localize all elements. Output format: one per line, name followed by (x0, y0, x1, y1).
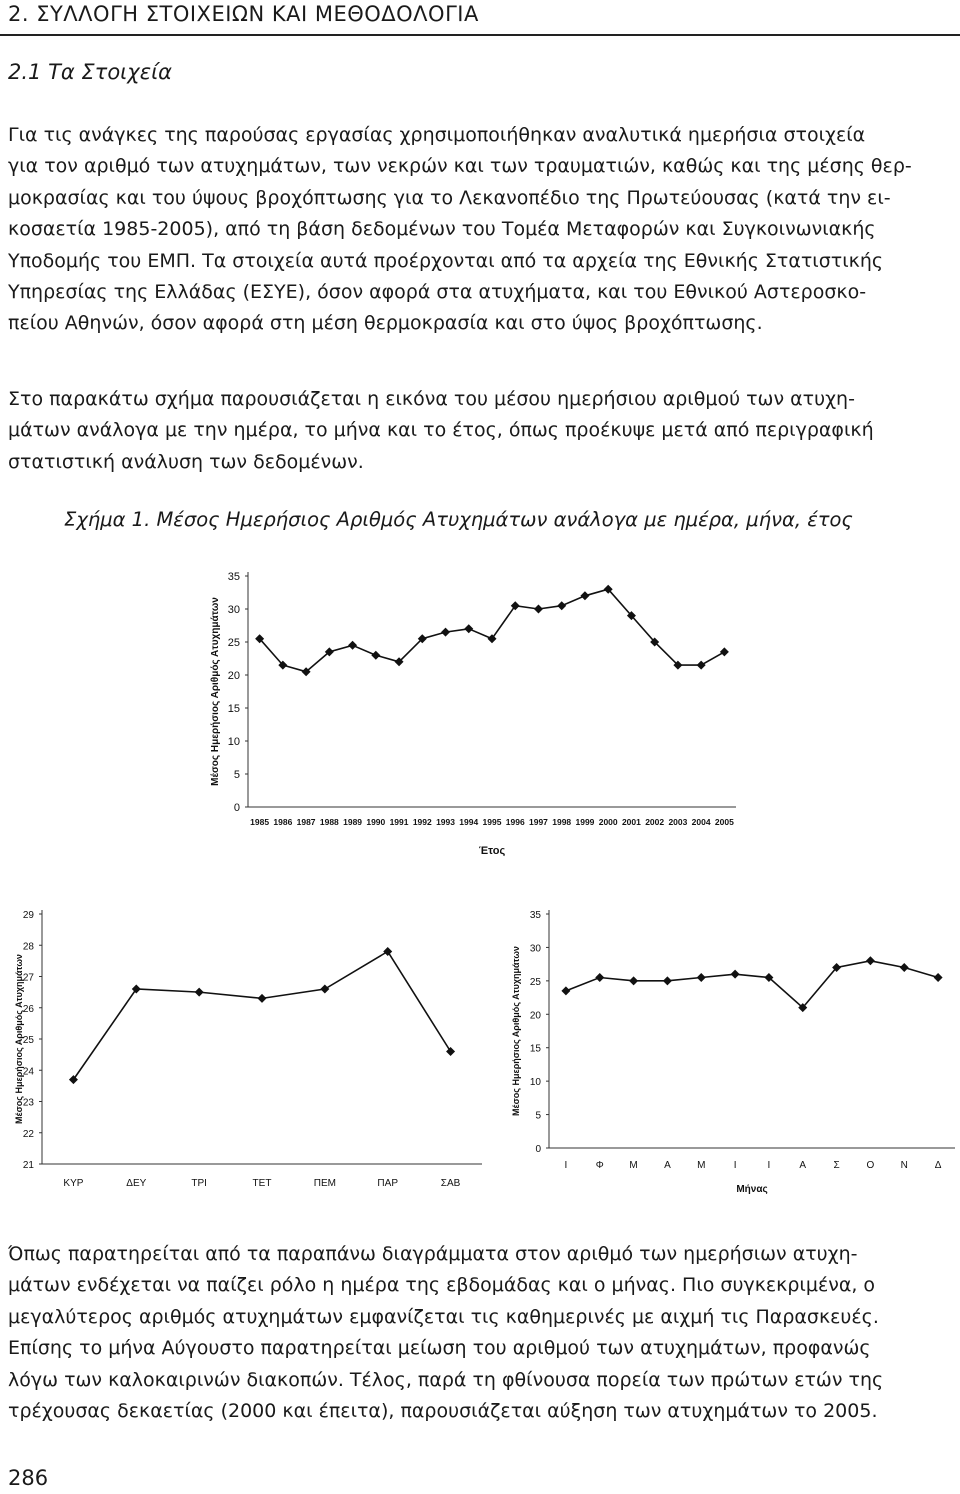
y-tick-label: 20 (227, 670, 240, 682)
x-tick-label: 1992 (412, 817, 432, 827)
x-tick-label: 1991 (389, 817, 409, 827)
data-point-marker (320, 985, 329, 994)
data-point-marker (900, 963, 909, 972)
data-point-marker (580, 591, 589, 600)
paragraph-line: μάτων ενδέχεται να παίζει ρόλο η ημέρα της εβδομάδας και ο μήνας. Πιο συγκεκριμένα, ο (8, 1274, 876, 1297)
y-tick-label: 15 (227, 703, 240, 715)
paragraph-line: στατιστική ανάλυση των δεδομένων. (8, 450, 364, 473)
y-tick-label: 29 (22, 910, 34, 921)
data-point-marker (371, 651, 380, 660)
y-tick-label: 25 (22, 1035, 34, 1046)
data-point-marker (557, 601, 566, 610)
y-tick-label: 30 (227, 604, 240, 616)
x-tick-label: Ο (866, 1160, 875, 1171)
section-heading: 2. ΣΥΛΛΟΓΗ ΣΤΟΙΧΕΙΩΝ ΚΑΙ ΜΕΘΟΔΟΛΟΓΙΑ (8, 2, 479, 26)
x-tick-label: 1989 (343, 817, 363, 827)
paragraph-line: τρέχουσας δεκαετίας (2000 και έπειτα), παρουσιάζεται αύξηση των ατυχημάτων το 2005. (8, 1400, 878, 1423)
x-tick-label: 1995 (482, 817, 502, 827)
data-point-marker (697, 973, 706, 982)
y-tick-label: 10 (529, 1077, 541, 1089)
paragraph-line: μοκρασίας και του ύψους βροχόπτωσης για το Λεκανοπέδιο της Πρωτεύουσας (κατά την ει- (8, 186, 891, 209)
x-tick-label: Ι (767, 1160, 771, 1171)
x-tick-label: ΣΑΒ (440, 1178, 461, 1189)
y-tick-label: 27 (22, 972, 34, 984)
subsection-heading: 2.1 Τα Στοιχεία (8, 60, 173, 84)
x-tick-label: 1998 (552, 817, 572, 827)
x-tick-label: Ι (733, 1160, 737, 1171)
data-point-marker (195, 988, 204, 997)
x-tick-label: 1985 (250, 817, 270, 827)
data-point-marker (446, 1047, 455, 1056)
y-axis-title: Μέσος Ημερήσιος Αριθμός Ατυχημάτων (14, 954, 24, 1124)
y-tick-label: 5 (535, 1110, 541, 1122)
heading-divider (0, 34, 960, 36)
paragraph-line: Υπηρεσίας της Ελλάδας (ΕΣΥΕ), όσον αφορά στα ατυχήματα, και του Εθνικού Αστεροσκο- (8, 281, 867, 304)
x-tick-label: Μ (629, 1160, 638, 1171)
x-tick-label: 2001 (621, 817, 641, 827)
y-tick-label: 25 (227, 637, 240, 649)
data-point-marker (720, 647, 729, 656)
paragraph-line: μάτων ανάλογα με την ημέρα, το μήνα και το έτος, όπως προέκυψε μετά από περιγραφική (8, 419, 874, 442)
paragraph-line: κοσαετία 1985-2005), από τη βάση δεδομένων του Τομέα Μεταφορών και Συγκοινωνιακής (8, 218, 876, 241)
y-tick-label: 22 (22, 1128, 34, 1140)
paragraph-line: Όπως παρατηρείται από τα παραπάνω διαγράμματα στον αριθμό των ημερήσιων ατυχη- (8, 1243, 858, 1265)
chart-accidents-by-day (8, 902, 500, 1212)
x-tick-label: ΤΡΙ (191, 1178, 207, 1189)
series-line (566, 961, 938, 1008)
x-tick-label: Α (799, 1160, 807, 1171)
paragraph-line: Για τις ανάγκες της παρούσας εργασίας χρησιμοποιήθηκαν αναλυτικά ημερήσια στοιχεία (8, 124, 866, 146)
x-tick-label: 1999 (575, 817, 595, 827)
data-point-marker (697, 661, 706, 670)
x-tick-label: ΤΕΤ (252, 1178, 272, 1189)
x-tick-label: 1990 (366, 817, 386, 827)
x-tick-label: 2005 (714, 817, 734, 827)
y-axis-title: Μέσος Ημερήσιος Αριθμός Ατυχημάτων (210, 597, 221, 786)
paragraph-conclusions (8, 1239, 952, 1427)
y-tick-label: 0 (535, 1144, 541, 1155)
x-tick-label: 2004 (691, 817, 711, 827)
paragraph-data-sources (8, 120, 952, 340)
paragraph-line: για τον αριθμό των ατυχημάτων, των νεκρών και των τραυματιών, καθώς και της μέσης θερ- (8, 155, 912, 178)
y-tick-label: 5 (233, 769, 240, 781)
y-tick-label: 35 (529, 910, 541, 921)
chart-accidents-by-month (505, 902, 960, 1212)
figure-caption: Σχήμα 1. Μέσος Ημερήσιος Αριθμός Ατυχημάτων ανάλογα με ημέρα, μήνα, έτος (64, 508, 853, 531)
y-tick-label: 23 (22, 1097, 34, 1109)
data-point-marker (595, 973, 604, 982)
x-tick-label: ΠΑΡ (377, 1178, 398, 1189)
x-tick-label: 2000 (598, 817, 618, 827)
y-tick-label: 0 (233, 802, 240, 814)
y-tick-label: 20 (529, 1010, 541, 1022)
data-point-marker (258, 994, 267, 1003)
data-point-marker (663, 976, 672, 985)
x-tick-label: Α (664, 1160, 671, 1171)
paragraph-line: Υποδομής του ΕΜΠ. Τα στοιχεία αυτά προέρχονται από τα αρχεία της Εθνικής Στατιστικής (8, 249, 884, 272)
x-tick-label: Δ (934, 1160, 942, 1171)
paragraph-line: λόγω των καλοκαιρινών διακοπών. Τέλος, παρά τη φθίνουσα πορεία των πρώτων ετών της (8, 1368, 884, 1391)
x-tick-label: 1993 (436, 817, 455, 827)
x-tick-label: 2002 (645, 817, 665, 827)
x-axis-title: Μήνας (736, 1184, 768, 1195)
x-tick-label: 1988 (319, 817, 339, 827)
page-number: 286 (8, 1466, 49, 1490)
y-tick-label: 30 (529, 943, 541, 955)
data-point-marker (934, 973, 943, 982)
data-point-marker (731, 970, 740, 979)
y-tick-label: 15 (529, 1043, 541, 1055)
x-tick-label: ΠΕΜ (313, 1178, 336, 1189)
paragraph-figure-intro (8, 384, 952, 478)
paragraph-line: μεγαλύτερος αριθμός ατυχημάτων εμφανίζεται τις καθημερινές με αιχμή τις Παρασκευές. (8, 1305, 879, 1328)
paragraph-line: Στο παρακάτω σχήμα παρουσιάζεται η εικόνα του μέσου ημερήσιου αριθμού των ατυχη- (8, 388, 855, 410)
data-point-marker (629, 976, 638, 985)
chart-accidents-by-year (200, 562, 760, 862)
data-point-marker (464, 624, 473, 633)
y-tick-label: 24 (22, 1066, 34, 1078)
series-line (260, 589, 725, 672)
x-tick-label: Ι (564, 1160, 568, 1171)
x-tick-label: Μ (697, 1160, 706, 1171)
series-line (73, 952, 450, 1080)
y-tick-label: 10 (227, 736, 240, 748)
data-point-marker (348, 641, 357, 650)
y-tick-label: 21 (22, 1160, 34, 1171)
x-axis-title: Έτος (478, 845, 506, 857)
y-tick-label: 26 (22, 1003, 34, 1015)
x-tick-label: Ν (900, 1160, 908, 1171)
paragraph-line: Επίσης το μήνα Αύγουστο παρατηρείται μείωση του αριθμού των ατυχημάτων, προφανώς (8, 1337, 871, 1360)
x-tick-label: Φ (595, 1160, 604, 1171)
data-point-marker (534, 605, 543, 614)
y-tick-label: 35 (227, 571, 240, 583)
y-tick-label: 28 (22, 941, 34, 953)
x-tick-label: 1986 (273, 817, 293, 827)
x-tick-label: 1987 (296, 817, 316, 827)
y-axis-title: Μέσος Ημερήσιος Αριθμός Ατυχημάτων (511, 946, 521, 1116)
data-point-marker (561, 986, 570, 995)
paragraph-line: πείου Αθηνών, όσον αφορά στη μέση θερμοκρασία και στο ύψος βροχόπτωσης. (8, 312, 763, 335)
x-tick-label: 2003 (668, 817, 688, 827)
x-tick-label: 1994 (459, 817, 479, 827)
data-point-marker (441, 628, 450, 637)
x-tick-label: ΔΕΥ (126, 1178, 147, 1189)
x-tick-label: Σ (833, 1160, 840, 1171)
data-point-marker (866, 956, 875, 965)
y-tick-label: 25 (529, 976, 541, 988)
data-point-marker (383, 947, 392, 956)
x-tick-label: 1997 (529, 817, 548, 827)
x-tick-label: 1996 (505, 817, 525, 827)
x-tick-label: ΚΥΡ (63, 1178, 84, 1189)
